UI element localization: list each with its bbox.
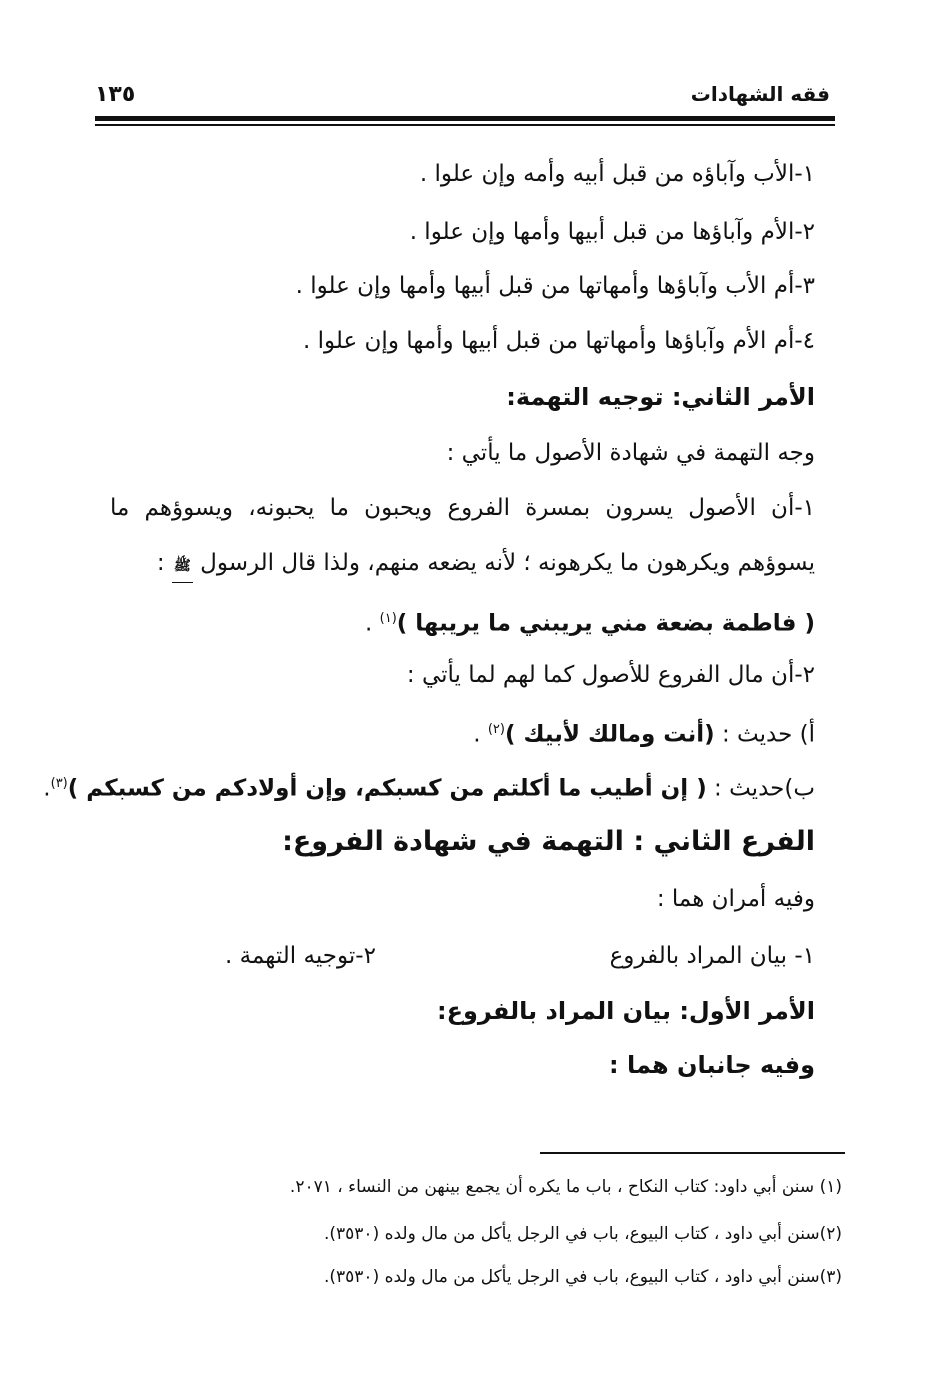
hadith-a [473,714,815,751]
paragraph-line-2-colon: : [156,550,165,576]
list-item-mothers-mother: ٤-أم الأم وآباؤها وأمهاتها من قبل أبيها وأمها وإن علوا . [303,328,815,354]
page-number: ١٣٥ [95,82,136,107]
paragraph-line-2-text: يسوؤهم ويكرهون ما يكرهونه ؛ لأنه يضعه منهم، ولذا قال الرسول [200,550,815,576]
list-item-meaning-of-branches: ١- بيان المراد بالفروع [609,943,815,969]
hadith-b [43,768,815,805]
footnote-ref-3[interactable]: (٣) [50,776,68,791]
hadith-fatima-end: . [365,610,373,637]
footnote-3: (٣)سنن أبي داود ، كتاب البيوع، باب في الرجل يأكل من مال ولده (٣٥٣٠). [323,1267,842,1287]
paragraph-intro: وجه التهمة في شهادة الأصول ما يأتي : [446,440,815,466]
paragraph-line-1: ١-أن الأصول يسرون بمسرة الفروع ويحبون ما يحبونه، ويسوؤهم ما [110,495,815,521]
hadith-b-text: ( إن أطيب ما أكلتم من كسبكم، وإن أولادكم من كسبكم ) [67,775,707,802]
running-header [95,78,830,110]
header-rule-thick [95,116,835,121]
footnote-2: (٢)سنن أبي داود ، كتاب البيوع، باب في الرجل يأكل من مال ولده (٣٥٣٠). [323,1224,842,1244]
list-item-wealth: ٢-أن مال الفروع للأصول كما لهم لما يأتي : [406,662,815,688]
list-item-father: ١-الأب وآباؤه من قبل أبيه وأمه وإن علوا . [419,161,815,187]
paragraph-two-matters: وفيه أمران هما : [656,886,815,912]
hadith-fatima [365,603,815,640]
section-heading-first-matter: الأمر الأول: بيان المراد بالفروع: [437,997,815,1025]
hadith-b-end: . [43,775,51,802]
footnote-ref-2[interactable]: (٢) [487,722,505,737]
list-item-accusation-direction: ٢-توجيه التهمة . [225,943,376,969]
hadith-fatima-text: ( فاطمة بضعة مني يريبني ما يريبها ) [396,610,815,637]
section-heading-accusation: الأمر الثاني: توجيه التهمة: [506,383,815,411]
footnote-ref-1[interactable]: (١) [379,611,397,626]
footnote-1: (١) سنن أبي داود: كتاب النكاح ، باب ما يكره أن يجمع بينهن من النساء ، ٢٠٧١. [289,1177,842,1197]
footnote-separator [540,1152,845,1154]
hadith-a-text: (أنت ومالك لأبيك ) [504,721,715,748]
paragraph-line-2 [157,547,815,583]
hadith-a-end: . [473,721,481,748]
header-title: فقه الشهادات [690,82,830,106]
section-heading-branches: الفرع الثاني : التهمة في شهادة الفروع: [282,826,815,857]
hadith-a-prefix: أ) حديث : [721,721,815,748]
honorific-glyph: ﷺ [172,550,193,583]
list-item-mother: ٢-الأم وآباؤها من قبل أبيها وأمها وإن علوا . [409,219,815,245]
section-heading-two-aspects: وفيه جانبان هما : [608,1051,815,1079]
list-item-fathers-mother: ٣-أم الأب وآباؤها وأمهاتها من قبل أبيها وأمها وإن علوا . [295,273,815,299]
hadith-b-prefix: ب)حديث : [714,775,815,802]
header-rule-thin [95,124,835,126]
